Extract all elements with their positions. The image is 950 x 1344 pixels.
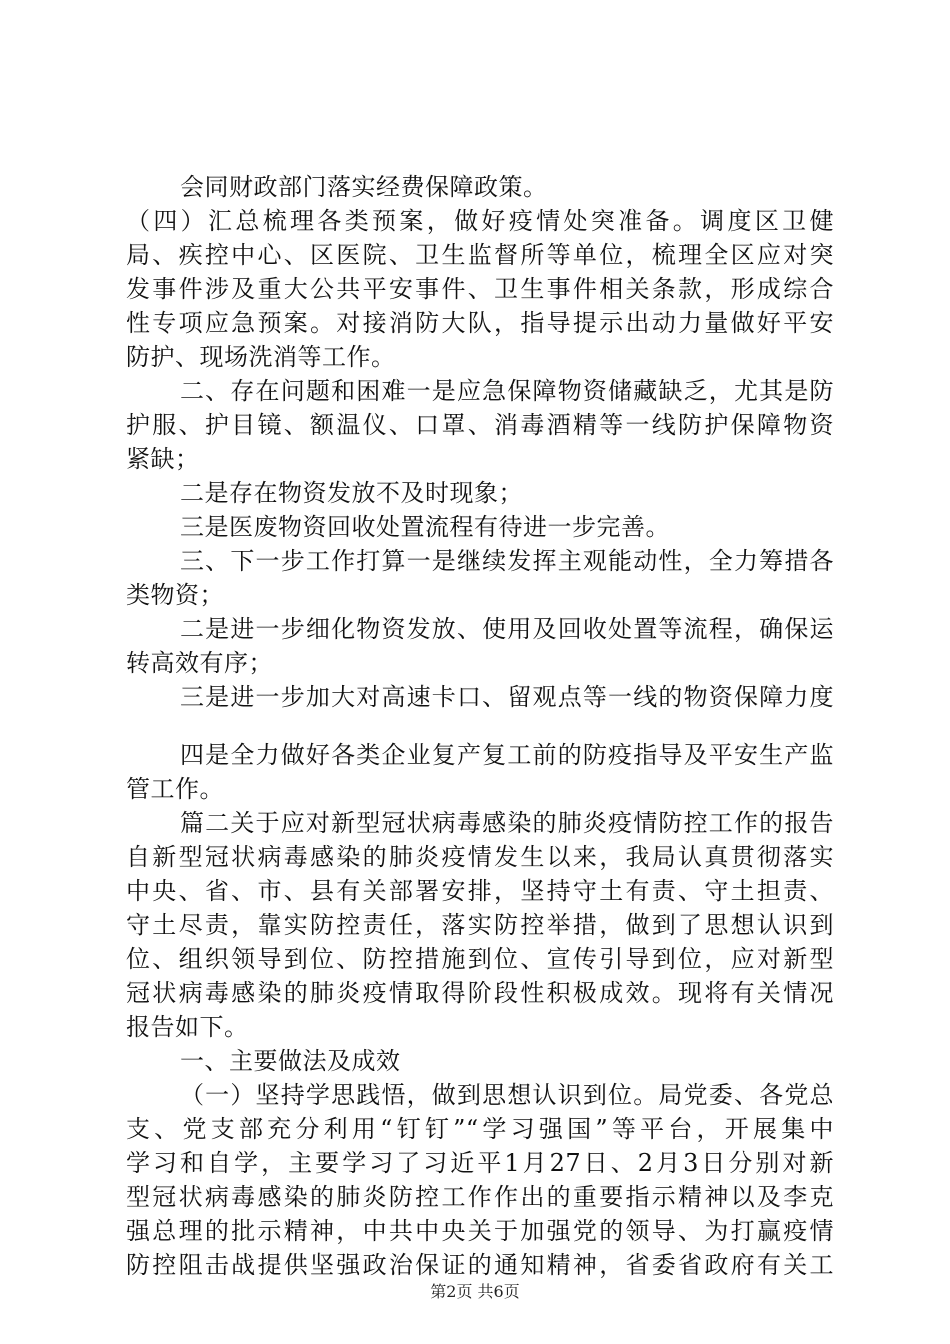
text-line: 二是存在物资发放不及时现象； (180, 479, 523, 507)
text-line: 性专项应急预案。对接消防大队，指导提示出动力量做好平安 (126, 309, 834, 337)
text-line: 类物资； (126, 581, 224, 609)
text-line: （一）坚持学思践悟，做到思想认识到位。局党委、各党总 (180, 1081, 834, 1109)
text-line: 报告如下。 (126, 1013, 249, 1041)
text-line: 管工作。 (126, 775, 224, 803)
text-line: 防护、现场洗消等工作。 (126, 343, 396, 371)
text-line: 护服、护目镜、额温仪、口罩、消毒酒精等一线防护保障物资 (126, 411, 834, 439)
text-line: 发事件涉及重大公共平安事件、卫生事件相关条款，形成综合 (126, 275, 834, 303)
text-line: 防控阻击战提供坚强政治保证的通知精神，省委省政府有关工 (126, 1251, 834, 1279)
text-line: 冠状病毒感染的肺炎疫情取得阶段性积极成效。现将有关情况 (126, 979, 834, 1007)
text-line: 转高效有序； (126, 649, 273, 677)
page-number-footer: 第2页 共6页 (430, 1282, 520, 1301)
text-line: 学习和自学，主要学习了习近平1月27日、2月3日分别对新 (126, 1149, 834, 1177)
text-line: 局、疾控中心、区医院、卫生监督所等单位，梳理全区应对突 (126, 241, 834, 269)
text-line: 强总理的批示精神，中共中央关于加强党的领导、为打赢疫情 (126, 1217, 834, 1245)
text-line: 守土尽责，靠实防控责任，落实防控举措，做到了思想认识到 (126, 911, 834, 939)
text-line: 紧缺； (126, 445, 200, 473)
text-line: 四是全力做好各类企业复产复工前的防疫指导及平安生产监 (180, 741, 834, 769)
text-line: 位、组织领导到位、防控措施到位、宣传引导到位，应对新型 (126, 945, 834, 973)
text-line: 三、下一步工作打算一是继续发挥主观能动性，全力筹措各 (180, 547, 834, 575)
text-line: 二是进一步细化物资发放、使用及回收处置等流程，确保运 (180, 615, 834, 643)
text-line: 会同财政部门落实经费保障政策。 (180, 173, 548, 201)
text-line: 三是医废物资回收处置流程有待进一步完善。 (180, 513, 670, 541)
text-line: 三是进一步加大对高速卡口、留观点等一线的物资保障力度 (180, 683, 834, 711)
text-line: 自新型冠状病毒感染的肺炎疫情发生以来，我局认真贯彻落实 (126, 843, 834, 871)
text-line: 一、主要做法及成效 (180, 1047, 401, 1075)
text-line: 篇二关于应对新型冠状病毒感染的肺炎疫情防控工作的报告 (180, 809, 834, 837)
text-line: 中央、省、市、县有关部署安排，坚持守土有责、守土担责、 (126, 877, 834, 905)
text-line: 型冠状病毒感染的肺炎防控工作作出的重要指示精神以及李克 (126, 1183, 834, 1211)
text-line: （四）汇总梳理各类预案，做好疫情处突准备。调度区卫健 (126, 207, 834, 235)
text-line: 支、党支部充分利用“钉钉”“学习强国”等平台，开展集中 (126, 1115, 834, 1143)
text-line: 二、存在问题和困难一是应急保障物资储藏缺乏，尤其是防 (180, 377, 834, 405)
